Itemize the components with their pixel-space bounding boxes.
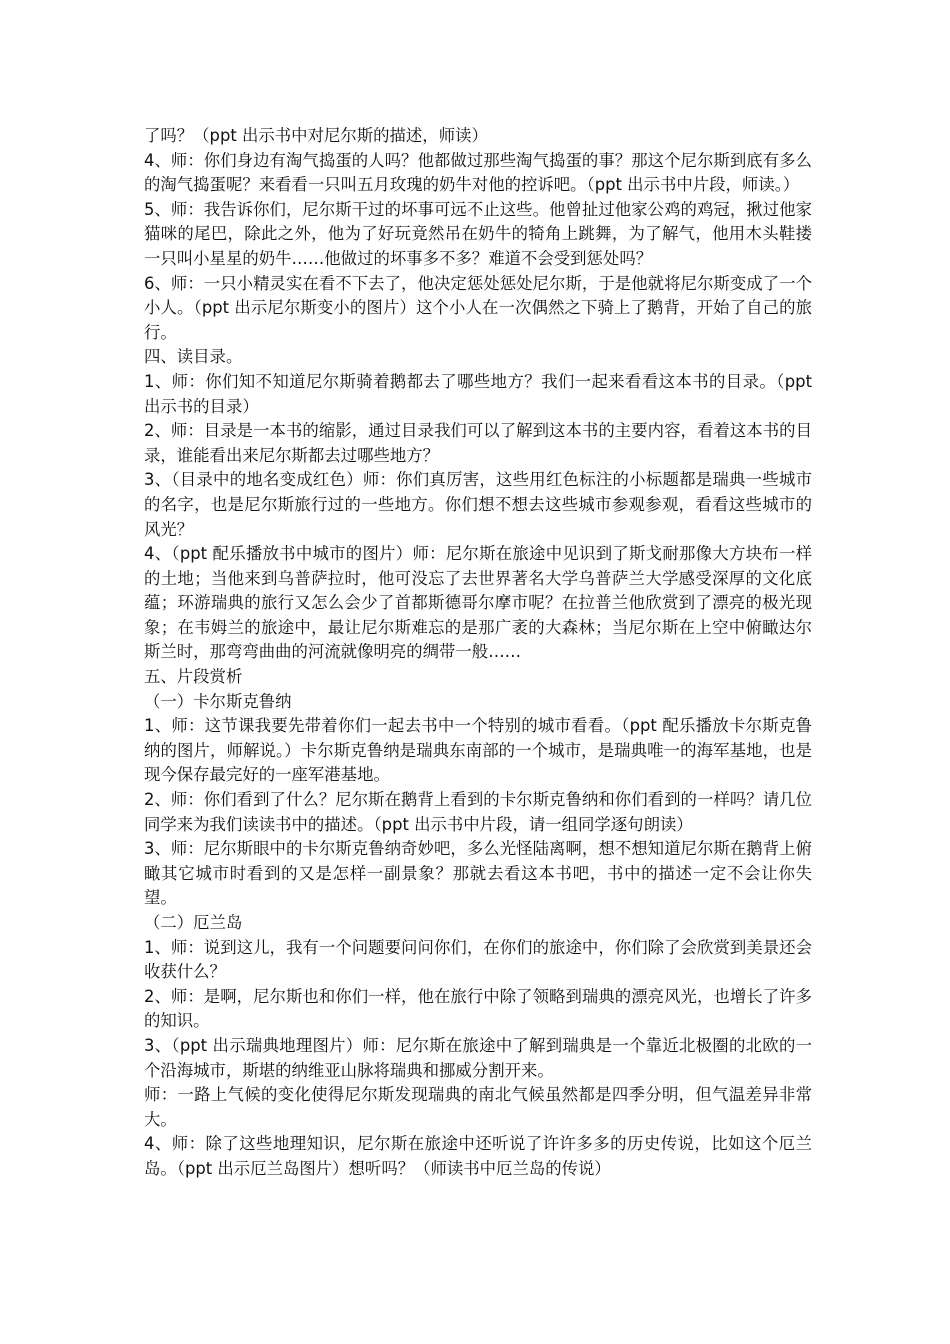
paragraph: 4、（ppt 配乐播放书中城市的图片）师：尼尔斯在旅途中见识到了斯戈耐那像大方块布一样的土地；当他来到乌普萨拉时，他可没忘了去世界著名大学乌普萨兰大学感受深厚的文化底蕴；环游瑞典的旅行又怎么会少了首都斯德哥尔摩市呢？在拉普兰他欣赏到了漂亮的极光现象；在韦姆兰的旅途中，最让尼尔斯难忘的是那广袤的大森林；当尼尔斯在上空中俯瞰达尔斯兰时，那弯弯曲曲的河流就像明亮的绸带一般…… xyxy=(144,544,812,662)
paragraph: 了吗？（ppt 出示书中对尼尔斯的描述，师读） xyxy=(144,126,488,145)
paragraph: 6、师：一只小精灵实在看不下去了，他决定惩处惩处尼尔斯，于是他就将尼尔斯变成了一个小人。（ppt 出示尼尔斯变小的图片）这个小人在一次偶然之下骑上了鹅背，开始了自己的旅行。 xyxy=(144,273,812,342)
paragraph: 2、师：你们看到了什么？尼尔斯在鹅背上看到的卡尔斯克鲁纳和你们看到的一样吗？请几位同学来为我们读读书中的描述。（ppt 出示书中片段，请一组同学逐句朗读） xyxy=(144,790,812,834)
section-heading: 四、读目录。 xyxy=(144,347,243,367)
subsection-heading: （一）卡尔斯克鲁纳 xyxy=(144,691,292,711)
paragraph: 1、师：说到这儿，我有一个问题要问问你们，在你们的旅途中，你们除了会欣赏到美景还会收获什么？ xyxy=(144,937,812,982)
paragraph: 4、师：除了这些地理知识，尼尔斯在旅途中还听说了许许多多的历史传说，比如这个厄兰岛。（ppt 出示厄兰岛图片）想听吗？（师读书中厄兰岛的传说） xyxy=(144,1134,812,1178)
paragraph: 3、师：尼尔斯眼中的卡尔斯克鲁纳奇妙吧，多么光怪陆离啊，想不想知道尼尔斯在鹅背上俯瞰其它城市时看到的又是怎样一副景象？那就去看这本书吧，书中的描述一定不会让你失望。 xyxy=(144,839,812,908)
document-page xyxy=(144,124,812,1182)
paragraph: 5、师：我告诉你们，尼尔斯干过的坏事可远不止这些。他曾扯过他家公鸡的鸡冠，揪过他家猫咪的尾巴，除此之外，他为了好玩竟然吊在奶牛的犄角上跳舞，为了解气，他用木头鞋搂一只叫小星星的奶牛……他做过的坏事多不多？难道不会受到惩处吗？ xyxy=(144,199,812,268)
paragraph: 3、（目录中的地名变成红色）师：你们真厉害，这些用红色标注的小标题都是瑞典一些城市的名字，也是尼尔斯旅行过的一些地方。你们想不想去这些城市参观参观，看看这些城市的风光？ xyxy=(144,470,812,539)
paragraph: 3、（ppt 出示瑞典地理图片）师：尼尔斯在旅途中了解到瑞典是一个靠近北极圈的北欧的一个沿海城市，斯堪的纳维亚山脉将瑞典和挪威分割开来。 xyxy=(144,1035,812,1080)
paragraph: 1、师：这节课我要先带着你们一起去书中一个特别的城市看看。（ppt 配乐播放卡尔斯克鲁纳的图片，师解说。）卡尔斯克鲁纳是瑞典东南部的一个城市，是瑞典唯一的海军基地，也是现今保存最完好的一座军港基地。 xyxy=(144,716,812,785)
paragraph: 4、师：你们身边有淘气捣蛋的人吗？他都做过那些淘气捣蛋的事？那这个尼尔斯到底有多么的淘气捣蛋呢？来看看一只叫五月玫瑰的奶牛对他的控诉吧。（ppt 出示书中片段，师读。） xyxy=(144,150,812,195)
subsection-heading: （二）厄兰岛 xyxy=(144,913,243,932)
paragraph: 2、师：是啊，尼尔斯也和你们一样，他在旅行中除了领略到瑞典的漂亮风光，也增长了许多的知识。 xyxy=(144,986,812,1031)
paragraph: 师：一路上气候的变化使得尼尔斯发现瑞典的南北气候虽然都是四季分明，但气温差异非常大。 xyxy=(144,1085,812,1129)
paragraph: 2、师：目录是一本书的缩影，通过目录我们可以了解到这本书的主要内容，看着这本书的目录，谁能看出来尼尔斯都去过哪些地方？ xyxy=(144,421,812,465)
paragraph: 1、师：你们知不知道尼尔斯骑着鹅都去了哪些地方？我们一起来看看这本书的目录。（ppt 出示书的目录） xyxy=(144,371,812,416)
section-heading: 五、片段赏析 xyxy=(144,667,243,687)
